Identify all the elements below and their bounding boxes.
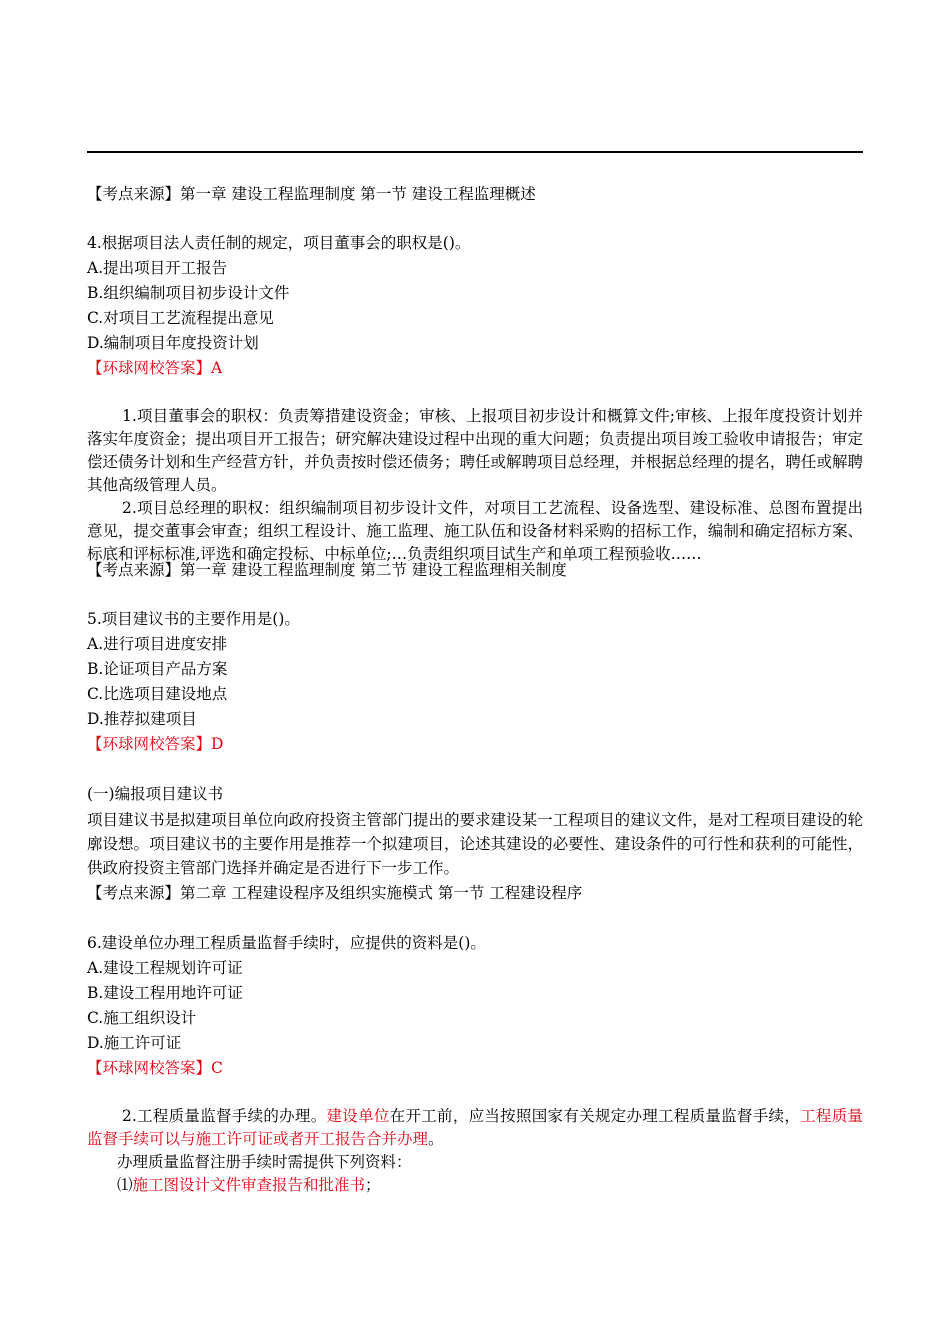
explanation-line: ⑴施工图设计文件审查报告和批准书； xyxy=(117,1176,381,1194)
question-5 xyxy=(87,607,863,757)
source-label: 【考点来源】 xyxy=(87,561,181,579)
question-text: 5.项目建议书的主要作用是()。 xyxy=(87,610,300,628)
option-d: D.编制项目年度投资计划 xyxy=(87,334,259,352)
source-line xyxy=(87,881,863,906)
answer-line xyxy=(87,356,863,381)
option-c: C.比选项目建设地点 xyxy=(87,685,228,703)
option-a: A.提出项目开工报告 xyxy=(87,259,228,277)
option-b: B.组织编制项目初步设计文件 xyxy=(87,284,290,302)
source-text: 第二章 工程建设程序及组织实施模式 第一节 工程建设程序 xyxy=(180,884,583,902)
highlight-text: 建设单位 xyxy=(326,1107,390,1125)
answer-line xyxy=(87,1056,863,1081)
explanation-title: (一)编报项目建议书 xyxy=(87,785,224,803)
explanation-paragraph: 项目建议书是拟建项目单位向政府投资主管部门提出的要求建设某一工程项目的建议文件，是对工程项目建设的轮廓设想。项目建议书的主要作用是推荐一个拟建项目，论述其建设的必要性、建设条件的可行性和获利的可能性，供政府投资主管部门选择并确定是否进行下一步工作。 xyxy=(87,811,863,877)
explanation-paragraph: 1.项目董事会的职权：负责筹措建设资金；审核、上报项目初步设计和概算文件;审核、上报年度投资计划并落实年度资金；提出项目开工报告；研究解决建设过程中出现的重大问题；负责提出项目竣工验收申请报告；审定偿还债务计划和生产经营方针，并负责按时偿还债务；聘任或解聘项目总经理，并根据总经理的提名，聘任或解聘其他高级管理人员。 xyxy=(87,407,863,494)
option-a: A.进行项目进度安排 xyxy=(87,635,228,653)
header-divider xyxy=(87,151,863,153)
option-b: B.建设工程用地许可证 xyxy=(87,984,243,1002)
source-label: 【考点来源】 xyxy=(87,884,181,902)
question-6 xyxy=(87,931,863,1081)
question-4 xyxy=(87,231,863,381)
option-a: A.建设工程规划许可证 xyxy=(87,959,243,977)
answer-line xyxy=(87,732,863,757)
source-text: 第一章 建设工程监理制度 第二节 建设工程监理相关制度 xyxy=(180,561,567,579)
source-text: 第一章 建设工程监理制度 第一节 建设工程监理概述 xyxy=(180,185,536,203)
source-label: 【考点来源】 xyxy=(87,185,181,203)
option-c: C.施工组织设计 xyxy=(87,1009,197,1027)
question-text: 6.建设单位办理工程质量监督手续时，应提供的资料是()。 xyxy=(87,934,486,952)
source-line xyxy=(87,558,863,583)
explanation-6 xyxy=(87,1105,863,1197)
highlight-text: 工程质量监督手续可以与施工许可证或者开工报告合并办理 xyxy=(87,1107,863,1148)
answer-label: 【环球网校答案】 xyxy=(87,1059,212,1077)
option-d: D.施工许可证 xyxy=(87,1034,182,1052)
explanation-paragraph: 2.项目总经理的职权：组织编制项目初步设计文件，对项目工艺流程、设备选型、建设标准、总图布置提出意见，提交董事会审查；组织工程设计、施工监理、施工队伍和设备材料采购的招标工作，编制和确定招标方案、标底和评标标准,评选和确定投标、中标单位;…负责组织项目试生产和单项工程预验收…… xyxy=(87,499,863,563)
explanation-line: 办理质量监督注册手续时需提供下列资料： xyxy=(117,1153,412,1171)
option-b: B.论证项目产品方案 xyxy=(87,660,228,678)
source-line xyxy=(87,182,863,207)
answer-value: C xyxy=(211,1059,223,1077)
question-text: 4.根据项目法人责任制的规定，项目董事会的职权是()。 xyxy=(87,234,471,252)
answer-value: A xyxy=(211,359,223,377)
answer-value: D xyxy=(211,735,224,753)
explanation-4 xyxy=(87,405,863,566)
answer-label: 【环球网校答案】 xyxy=(87,359,212,377)
explanation-paragraph: 2.工程质量监督手续的办理。建设单位在开工前，应当按照国家有关规定办理工程质量监督手续，工程质量监督手续可以与施工许可证或者开工报告合并办理。 xyxy=(87,1107,863,1148)
option-d: D.推荐拟建项目 xyxy=(87,710,197,728)
highlight-text: 施工图设计文件审查报告和批准书 xyxy=(132,1176,366,1194)
option-c: C.对项目工艺流程提出意见 xyxy=(87,309,274,327)
answer-label: 【环球网校答案】 xyxy=(87,735,212,753)
